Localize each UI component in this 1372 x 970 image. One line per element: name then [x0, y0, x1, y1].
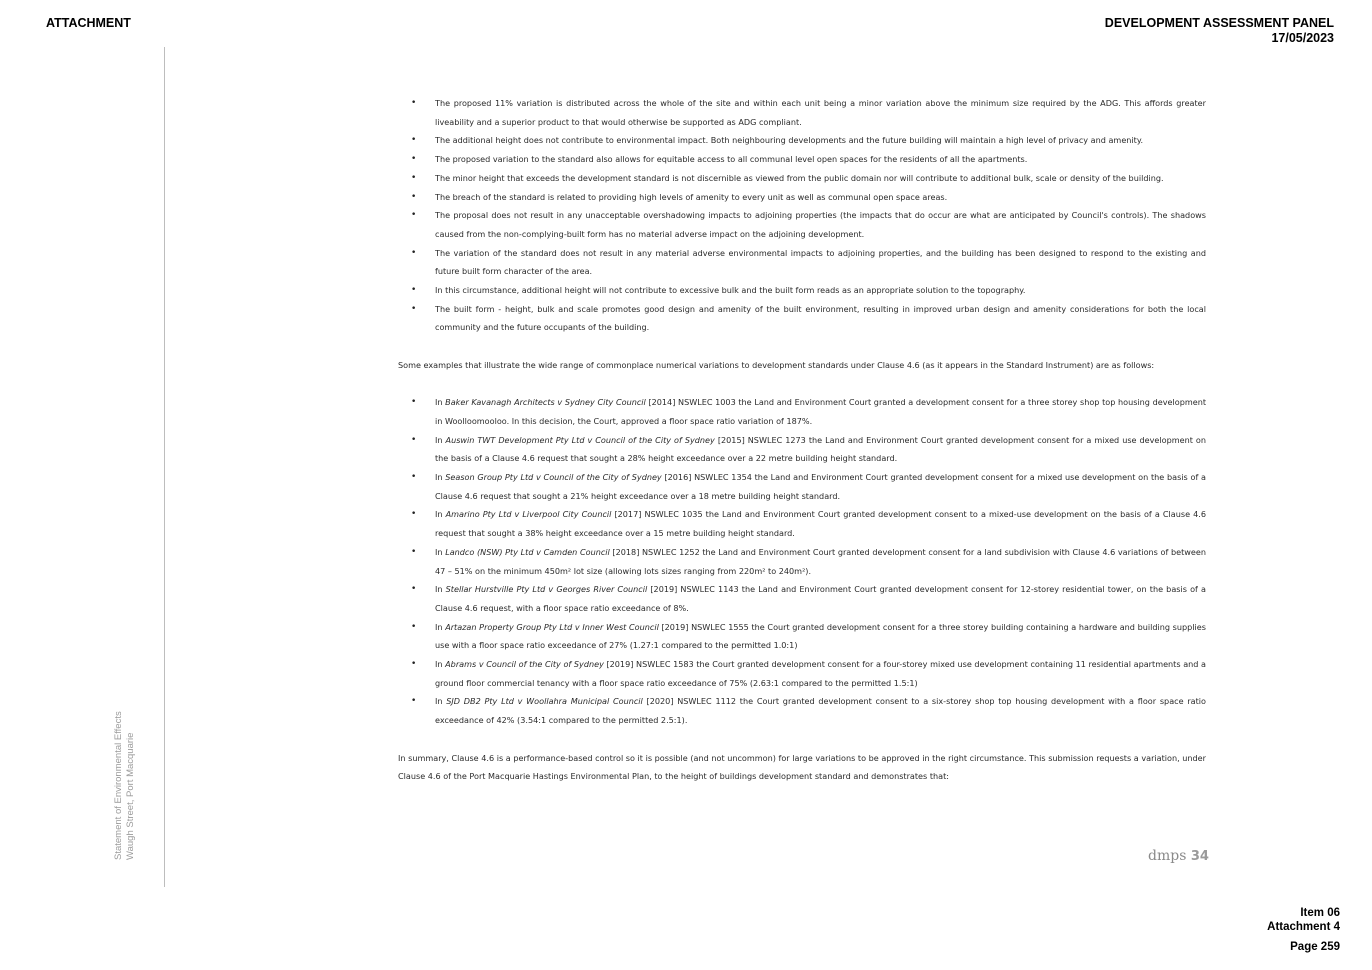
case-item: • In Stellar Hurstville Pty Ltd v Georges River Council [2019] NSWLEC 1143 the Land and Environment Court granted development consent for 12-storey residential tower, on the basis of a Clause 4.6 request, with a floor space ratio exceedance of 8%. [398, 580, 1206, 617]
footer-attachment: Attachment 4 [1267, 920, 1340, 933]
margin-divider [164, 47, 165, 887]
case-name: Artazan Property Group Pty Ltd v Inner West Council [445, 621, 659, 632]
case-name: Auswin TWT Development Pty Ltd v Council of the City of Sydney [445, 434, 715, 445]
sidebar-line-2: Waugh Street, Port Macquarie [124, 732, 136, 860]
case-item: • In Landco (NSW) Pty Ltd v Camden Council [2018] NSWLEC 1252 the Land and Environment Court granted development consent for a land subdivision with Clause 4.6 variations of between 47 – 51% on the minimum 450m² lot size (allowing lots sizes ranging from 220m² to 240m²). [398, 543, 1206, 580]
bullet-item: • The variation of the standard does not result in any material adverse environmental impacts to adjoining properties, and the building has been designed to respond to the existing and future built form character of the area. [398, 244, 1206, 281]
case-name: SJD DB2 Pty Ltd v Woollahra Municipal Council [446, 696, 643, 707]
case-item: • In SJD DB2 Pty Ltd v Woollahra Municipal Council [2020] NSWLEC 1112 the Court granted development consent to a six-storey shop top housing development with a floor space ratio exceedance of 42% (3.54:1 compared to the permitted 2.5:1). [398, 692, 1206, 729]
document-page-number: 34 [1190, 849, 1209, 864]
case-law-list [398, 393, 1206, 730]
panel-title: DEVELOPMENT ASSESSMENT PANEL [1104, 16, 1334, 30]
case-name: Baker Kavanagh Architects v Sydney City Council [445, 397, 646, 408]
bullet-item: • The proposal does not result in any unacceptable overshadowing impacts to adjoining properties (the impacts that do occur are what are anticipated by Council's controls). The shadows caused from the non-complying-built form has no material adverse impact on the adjoining development. [398, 206, 1206, 243]
case-name: Landco (NSW) Pty Ltd v Camden Council [445, 546, 610, 557]
bullet-item: • The breach of the standard is related to providing high levels of amenity to every unit as well as communal open space areas. [398, 188, 1206, 207]
summary-paragraph: In summary, Clause 4.6 is a performance-based control so it is possible (and not uncommon) for large variations to be approved in the right circumstance. This submission requests a variation, under Clause 4.6 of the Port Macquarie Hastings Environmental Plan, to the height of buildings development standard and demonstrates that: [398, 752, 1206, 782]
footer-item: Item 06 [1300, 907, 1340, 919]
bullet-item: • The built form - height, bulk and scale promotes good design and amenity of the built environment, resulting in improved urban design and amenity considerations for both the local community and the future occupants of the building. [398, 300, 1206, 337]
case-name: Amarino Pty Ltd v Liverpool City Council [445, 509, 612, 520]
case-item: • In Abrams v Council of the City of Sydney [2019] NSWLEC 1583 the Court granted development consent for a four-storey mixed use development containing 11 residential apartments and a ground floor commercial tenancy with a floor space ratio exceedance of 75% (2.63:1 compared to the permitted 1.5:1) [398, 655, 1206, 692]
document-body [398, 94, 1206, 786]
logo-text: dmps [1148, 848, 1187, 864]
header-attachment-label: ATTACHMENT [46, 16, 131, 30]
bullet-item: • The proposed 11% variation is distributed across the whole of the site and within each unit being a minor variation above the minimum size required by the ADG. This affords greater liveability and a superior product to that would otherwise be supported as ADG compliant. [398, 94, 1206, 131]
bullet-item: • The additional height does not contribute to environmental impact. Both neighbouring developments and the future building will maintain a high level of privacy and amenity. [398, 131, 1206, 150]
case-item: • In Artazan Property Group Pty Ltd v Inner West Council [2019] NSWLEC 1555 the Court granted development consent for a three storey building containing a hardware and building supplies use with a floor space ratio exceedance of 27% (1.27:1 compared to the permitted 1.0:1) [398, 618, 1206, 655]
bullet-item: • The minor height that exceeds the development standard is not discernible as viewed from the public domain nor will contribute to additional bulk, scale or density of the building. [398, 169, 1206, 188]
header-panel-info [1105, 16, 1334, 46]
case-item: • In Amarino Pty Ltd v Liverpool City Council [2017] NSWLEC 1035 the Land and Environment Court granted development consent to a mixed-use development on the basis of a Clause 4.6 request that sought a 38% height exceedance over a 15 metre building height standard. [398, 505, 1206, 542]
examples-intro-paragraph: Some examples that illustrate the wide range of commonplace numerical variations to development standards under Clause 4.6 (as it appears in the Standard Instrument) are as follows: [398, 359, 1155, 370]
sidebar-document-title [113, 711, 136, 860]
bullet-item: • In this circumstance, additional height will not contribute to excessive bulk and the built form reads as an appropriate solution to the topography. [398, 281, 1206, 300]
case-name: Season Group Pty Ltd v Council of the City of Sydney [445, 472, 662, 483]
dmps-logo [1148, 848, 1209, 864]
footer-item-info [1267, 907, 1340, 955]
sidebar-line-1: Statement of Environmental Effects [113, 711, 124, 860]
case-name: Stellar Hurstville Pty Ltd v Georges River Council [445, 584, 648, 595]
justification-bullet-list [398, 94, 1206, 337]
bullet-item: • The proposed variation to the standard also allows for equitable access to all communal level open spaces for the residents of all the apartments. [398, 150, 1206, 169]
case-item: • In Auswin TWT Development Pty Ltd v Council of the City of Sydney [2015] NSWLEC 1273 the Land and Environment Court granted development consent for a mixed use development on the basis of a Clause 4.6 request that sought a 28% height exceedance over a 22 metre building height standard. [398, 431, 1206, 468]
case-item: • In Season Group Pty Ltd v Council of the City of Sydney [2016] NSWLEC 1354 the Land and Environment Court granted development consent for a mixed use development on the basis of a Clause 4.6 request that sought a 21% height exceedance over a 18 metre building height standard. [398, 468, 1206, 505]
case-item: • In Baker Kavanagh Architects v Sydney City Council [2014] NSWLEC 1003 the Land and Environment Court granted a development consent for a three storey shop top housing development in Woolloomooloo. In this decision, the Court, approved a floor space ratio variation of 187%. [398, 393, 1206, 430]
footer-page: Page 259 [1290, 941, 1340, 953]
panel-date: 17/05/2023 [1271, 31, 1334, 45]
case-name: Abrams v Council of the City of Sydney [445, 659, 604, 670]
